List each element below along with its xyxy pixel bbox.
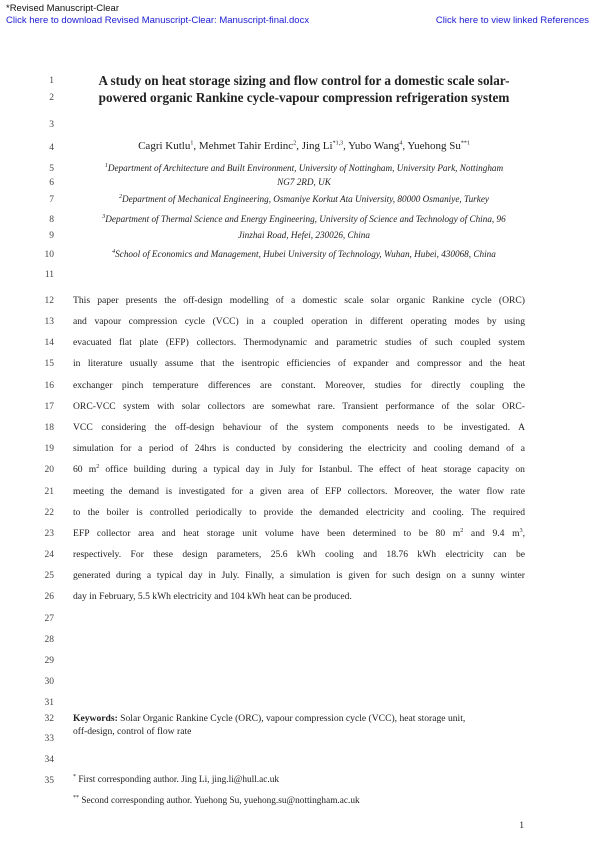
keywords-cont: off-design, control of flow rate bbox=[73, 726, 192, 737]
line-number: 33 bbox=[44, 734, 54, 744]
affiliation-mark: 2 bbox=[118, 193, 122, 200]
abstract-fragment: and 9.4 m bbox=[463, 528, 520, 539]
abstract-line bbox=[73, 464, 525, 475]
footnote-text: First corresponding author. Jing Li, jing.li@hull.ac.uk bbox=[76, 775, 280, 785]
affiliation-1-cont: NG7 2RD, UK bbox=[277, 177, 331, 187]
abstract-fragment: , bbox=[522, 528, 525, 539]
line-number: 21 bbox=[44, 487, 54, 497]
line-number: 24 bbox=[44, 550, 54, 560]
line-number: 20 bbox=[44, 465, 54, 475]
line-number: 25 bbox=[44, 571, 54, 581]
author-affiliation-mark: 4 bbox=[399, 140, 403, 147]
superscript: 2 bbox=[96, 463, 100, 470]
line-number: 11 bbox=[44, 270, 54, 280]
line-number: 8 bbox=[49, 215, 54, 225]
author-name: , Jing Li bbox=[296, 140, 333, 152]
line-number: 29 bbox=[44, 656, 54, 666]
line-number: 26 bbox=[44, 592, 54, 602]
affiliation-text: School of Economics and Management, Hubei University of Technology, Wuhan, Hubei, 430068, China bbox=[115, 249, 496, 259]
line-number: 19 bbox=[44, 444, 54, 454]
abstract-fragment: office building during a typical day in July for Istanbul. The effect of heat storage capacity on bbox=[99, 464, 525, 475]
author-name: , Yubo Wang bbox=[343, 140, 400, 152]
affiliation-text: Department of Mechanical Engineering, Osmaniye Korkut Ata University, 80000 Osmaniye, Turkey bbox=[121, 194, 489, 204]
line-number: 3 bbox=[49, 120, 54, 130]
keywords bbox=[73, 713, 525, 724]
abstract-line: VCC considering the off-design behaviour of the system components needs to be investigated. A bbox=[73, 422, 525, 433]
author-name: , Yuehong Su bbox=[402, 140, 461, 152]
line-number: 1 bbox=[49, 76, 54, 86]
affiliation-text: Department of Architecture and Built Environment, University of Nottingham, University Park, Nottingham bbox=[107, 163, 504, 173]
author-name: , Mehmet Tahir Erdinc bbox=[193, 140, 294, 152]
abstract-line bbox=[73, 528, 525, 539]
line-number: 18 bbox=[44, 423, 54, 433]
line-number: 23 bbox=[44, 529, 54, 539]
footnote-first-author bbox=[73, 775, 279, 785]
abstract-line: simulation for a period of 24hrs is conducted by considering the electricity and cooling demand of a bbox=[73, 443, 525, 454]
view-references-link[interactable]: Click here to view linked References bbox=[435, 15, 589, 26]
line-number: 12 bbox=[44, 296, 54, 306]
superscript: 2 bbox=[460, 527, 464, 534]
line-number: 15 bbox=[44, 359, 54, 369]
author-affiliation-mark: 1 bbox=[190, 140, 194, 147]
affiliation-mark: 3 bbox=[102, 213, 106, 220]
abstract-line: day in February, 5.5 kWh electricity and 104 kWh heat can be produced. bbox=[73, 591, 352, 602]
line-number: 28 bbox=[44, 635, 54, 645]
line-number: 2 bbox=[49, 93, 54, 103]
footnote-mark: * bbox=[73, 773, 76, 780]
line-number: 13 bbox=[44, 317, 54, 327]
abstract-line: This paper presents the off-design modelling of a domestic scale solar organic Rankine cycle (ORC) bbox=[73, 295, 525, 306]
manuscript-tag: *Revised Manuscript-Clear bbox=[6, 3, 119, 14]
line-number: 4 bbox=[49, 143, 54, 153]
author-affiliation-mark: **1 bbox=[460, 140, 470, 147]
affiliation-3 bbox=[64, 214, 544, 224]
line-number: 22 bbox=[44, 508, 54, 518]
affiliation-mark: 1 bbox=[104, 162, 108, 169]
abstract-line: evacuated flat plate (EFP) collectors. Thermodynamic and parametric studies of such coupled system bbox=[73, 337, 525, 348]
affiliation-text: Department of Thermal Science and Energy Engineering, University of Science and Technology of China, 96 bbox=[105, 214, 506, 224]
footnote-second-author bbox=[73, 796, 360, 806]
affiliation-2 bbox=[64, 194, 544, 204]
affiliation-mark: 4 bbox=[112, 248, 116, 255]
author-name: Cagri Kutlu bbox=[138, 140, 191, 152]
footnote-text: Second corresponding author. Yuehong Su, yuehong.su@nottingham.ac.uk bbox=[79, 796, 360, 806]
line-number: 17 bbox=[44, 402, 54, 412]
paper-title-line-2: powered organic Rankine cycle-vapour compression refrigeration system bbox=[98, 90, 510, 105]
author-list bbox=[64, 140, 544, 152]
abstract-line: exchanger pinch temperature differences are constant. Moreover, studies for directly coupling the bbox=[73, 380, 525, 391]
abstract-line: and vapour compression cycle (VCC) in a coupled operation in different operating modes by using bbox=[73, 316, 525, 327]
line-number: 32 bbox=[44, 714, 54, 724]
download-manuscript-link[interactable]: Click here to download Revised Manuscript-Clear: Manuscript-final.docx bbox=[6, 15, 310, 26]
author-affiliation-mark: 2 bbox=[293, 140, 297, 147]
paper-title-line-1: A study on heat storage sizing and flow control for a domestic scale solar- bbox=[98, 73, 510, 88]
affiliation-3-cont: Jinzhai Road, Hefei, 230026, China bbox=[238, 230, 370, 240]
affiliation-1 bbox=[64, 163, 544, 173]
line-number: 27 bbox=[44, 614, 54, 624]
keywords-label: Keywords: bbox=[73, 713, 118, 724]
abstract-line: generated during a typical day in July. Finally, a simulation is given for such design on a sunny winter bbox=[73, 570, 525, 581]
line-number: 6 bbox=[49, 178, 54, 188]
abstract-line: meeting the demand is investigated for a given area of EFP collectors. Moreover, the water flow rate bbox=[73, 486, 525, 497]
author-affiliation-mark: *1,3 bbox=[332, 140, 344, 147]
line-number: 10 bbox=[44, 250, 54, 260]
line-number: 14 bbox=[44, 338, 54, 348]
abstract-fragment: EFP collector area and heat storage unit volume have been determined to be 80 m bbox=[73, 528, 461, 539]
abstract-fragment: 60 m bbox=[73, 464, 97, 475]
line-number: 7 bbox=[49, 195, 54, 205]
abstract-line: to the boiler is controlled periodically to provide the demanded electricity and cooling. The required bbox=[73, 507, 525, 518]
line-number: 16 bbox=[44, 381, 54, 391]
line-number: 35 bbox=[44, 776, 54, 786]
line-number: 9 bbox=[49, 231, 54, 241]
abstract-line: respectively. For these design parameters, 25.6 kWh cooling and 18.76 kWh electricity can be bbox=[73, 549, 525, 560]
line-number: 34 bbox=[44, 755, 54, 765]
line-number: 30 bbox=[44, 677, 54, 687]
keywords-text: Solar Organic Rankine Cycle (ORC), vapour compression cycle (VCC), heat storage unit, bbox=[117, 713, 466, 724]
line-number: 31 bbox=[44, 698, 54, 708]
line-number: 5 bbox=[49, 164, 54, 174]
superscript: 3 bbox=[519, 527, 523, 534]
abstract-line: in literature usually assume that the isentropic efficiencies of expander and compressor and the heat bbox=[73, 358, 525, 369]
footnote-mark: ** bbox=[73, 794, 79, 801]
abstract-line: ORC-VCC system with solar collectors are somewhat rare. Transient performance of the solar ORC- bbox=[73, 401, 525, 412]
affiliation-4 bbox=[64, 249, 544, 259]
page-number: 1 bbox=[519, 820, 524, 831]
